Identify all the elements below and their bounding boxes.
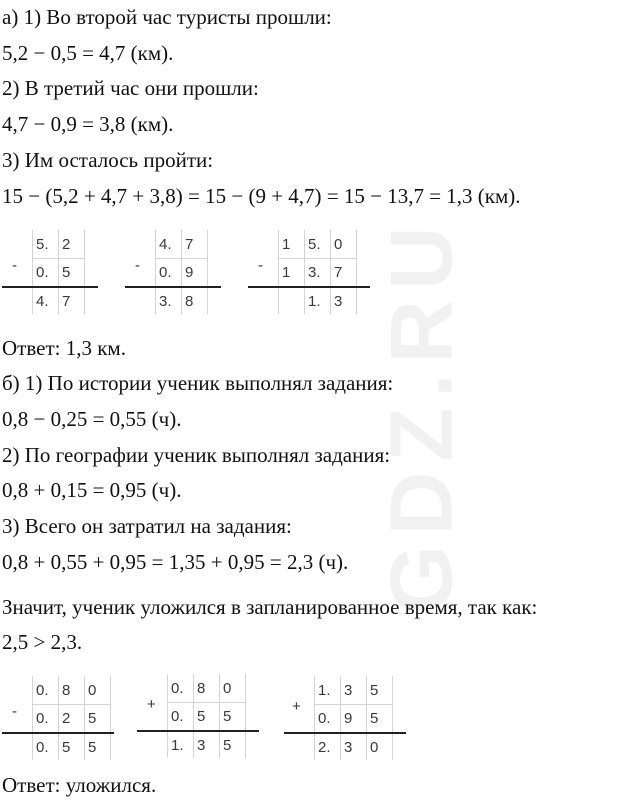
text-line: Значит, ученик уложился в запланированное время, так как: (2, 595, 538, 619)
digit: 0. (318, 710, 331, 727)
digit: 7 (62, 293, 71, 310)
digit: 5 (223, 737, 232, 754)
text-line: 0,8 + 0,55 + 0,95 = 1,35 + 0,95 = 2,3 (ч). (2, 550, 349, 574)
plus-sign: + (292, 698, 301, 715)
digit: 0 (370, 739, 379, 756)
plus-sign: + (147, 696, 156, 713)
text-line: 0,8 + 0,15 = 0,95 (ч). (2, 478, 182, 502)
digit: 3 (197, 737, 206, 754)
digit: 8 (185, 293, 194, 310)
text-line: б) 1) По истории ученик выполнял задания: (2, 371, 394, 395)
minus-sign: - (135, 257, 140, 274)
text-line: 2) В третий час они прошли: (2, 76, 259, 100)
digit: 5. (36, 236, 49, 253)
digit: 5 (62, 264, 71, 281)
digit: 0 (88, 682, 97, 699)
text-line: 15 − (5,2 + 4,7 + 3,8) = 15 − (9 + 4,7) = 15 − 13,7 = 1,3 (км). (2, 184, 521, 208)
digit: 5 (88, 739, 97, 756)
minus-sign: - (12, 703, 17, 720)
digit: 1. (308, 293, 321, 310)
digit: 3 (344, 682, 353, 699)
text-line: 2,5 > 2,3. (2, 630, 83, 654)
digit: 9 (185, 264, 194, 281)
digit (278, 289, 304, 314)
minus-sign: - (258, 257, 263, 274)
digit: 8 (197, 680, 206, 697)
digit: 0. (36, 682, 49, 699)
text-line: 3) Всего он затратил на задания: (2, 514, 292, 538)
watermark-text: GDZ.RU (372, 216, 471, 614)
digit: 2 (62, 236, 71, 253)
digit: 0. (171, 708, 184, 725)
digit: 5 (370, 682, 379, 699)
text-line: 5,2 − 0,5 = 4,7 (км). (2, 41, 174, 65)
text-line: 3) Им осталось пройти: (2, 148, 214, 172)
digit: 4. (159, 236, 172, 253)
digit: 2 (62, 710, 71, 727)
watermark (372, 70, 471, 760)
digit: 4. (36, 293, 49, 310)
digit: 0 (334, 236, 343, 253)
digit: 5 (223, 708, 232, 725)
answer-b: Ответ: уложился. (2, 773, 157, 797)
digit: 3. (308, 264, 321, 281)
digit: 5. (308, 236, 321, 253)
digit: 5 (370, 710, 379, 727)
minus-sign: - (12, 257, 17, 274)
digit: 5 (62, 739, 71, 756)
digit: 0. (171, 680, 184, 697)
digit: 0. (36, 264, 49, 281)
digit: 1 (282, 264, 291, 281)
digit: 5 (88, 710, 97, 727)
digit: 3. (159, 293, 172, 310)
digit: 9 (344, 710, 353, 727)
text-line: а) 1) Во второй час туристы прошли: (2, 5, 332, 29)
digit: 3 (334, 293, 343, 310)
digit: 1 (282, 236, 291, 253)
digit: 7 (334, 264, 343, 281)
digit: 0 (223, 680, 232, 697)
text-line: 0,8 − 0,25 = 0,55 (ч). (2, 407, 182, 431)
digit: 7 (185, 236, 194, 253)
digit: 2. (318, 739, 331, 756)
text-line: 4,7 − 0,9 = 3,8 (км). (2, 112, 174, 136)
digit: 8 (62, 682, 71, 699)
digit: 0. (159, 264, 172, 281)
answer-a: Ответ: 1,3 км. (2, 336, 126, 360)
digit: 1. (171, 737, 184, 754)
digit: 5 (197, 708, 206, 725)
text-line: 2) По географии ученик выполнял задания: (2, 443, 391, 467)
digit: 3 (344, 739, 353, 756)
digit: 1. (318, 682, 331, 699)
digit: 0. (36, 739, 49, 756)
digit: 0. (36, 710, 49, 727)
